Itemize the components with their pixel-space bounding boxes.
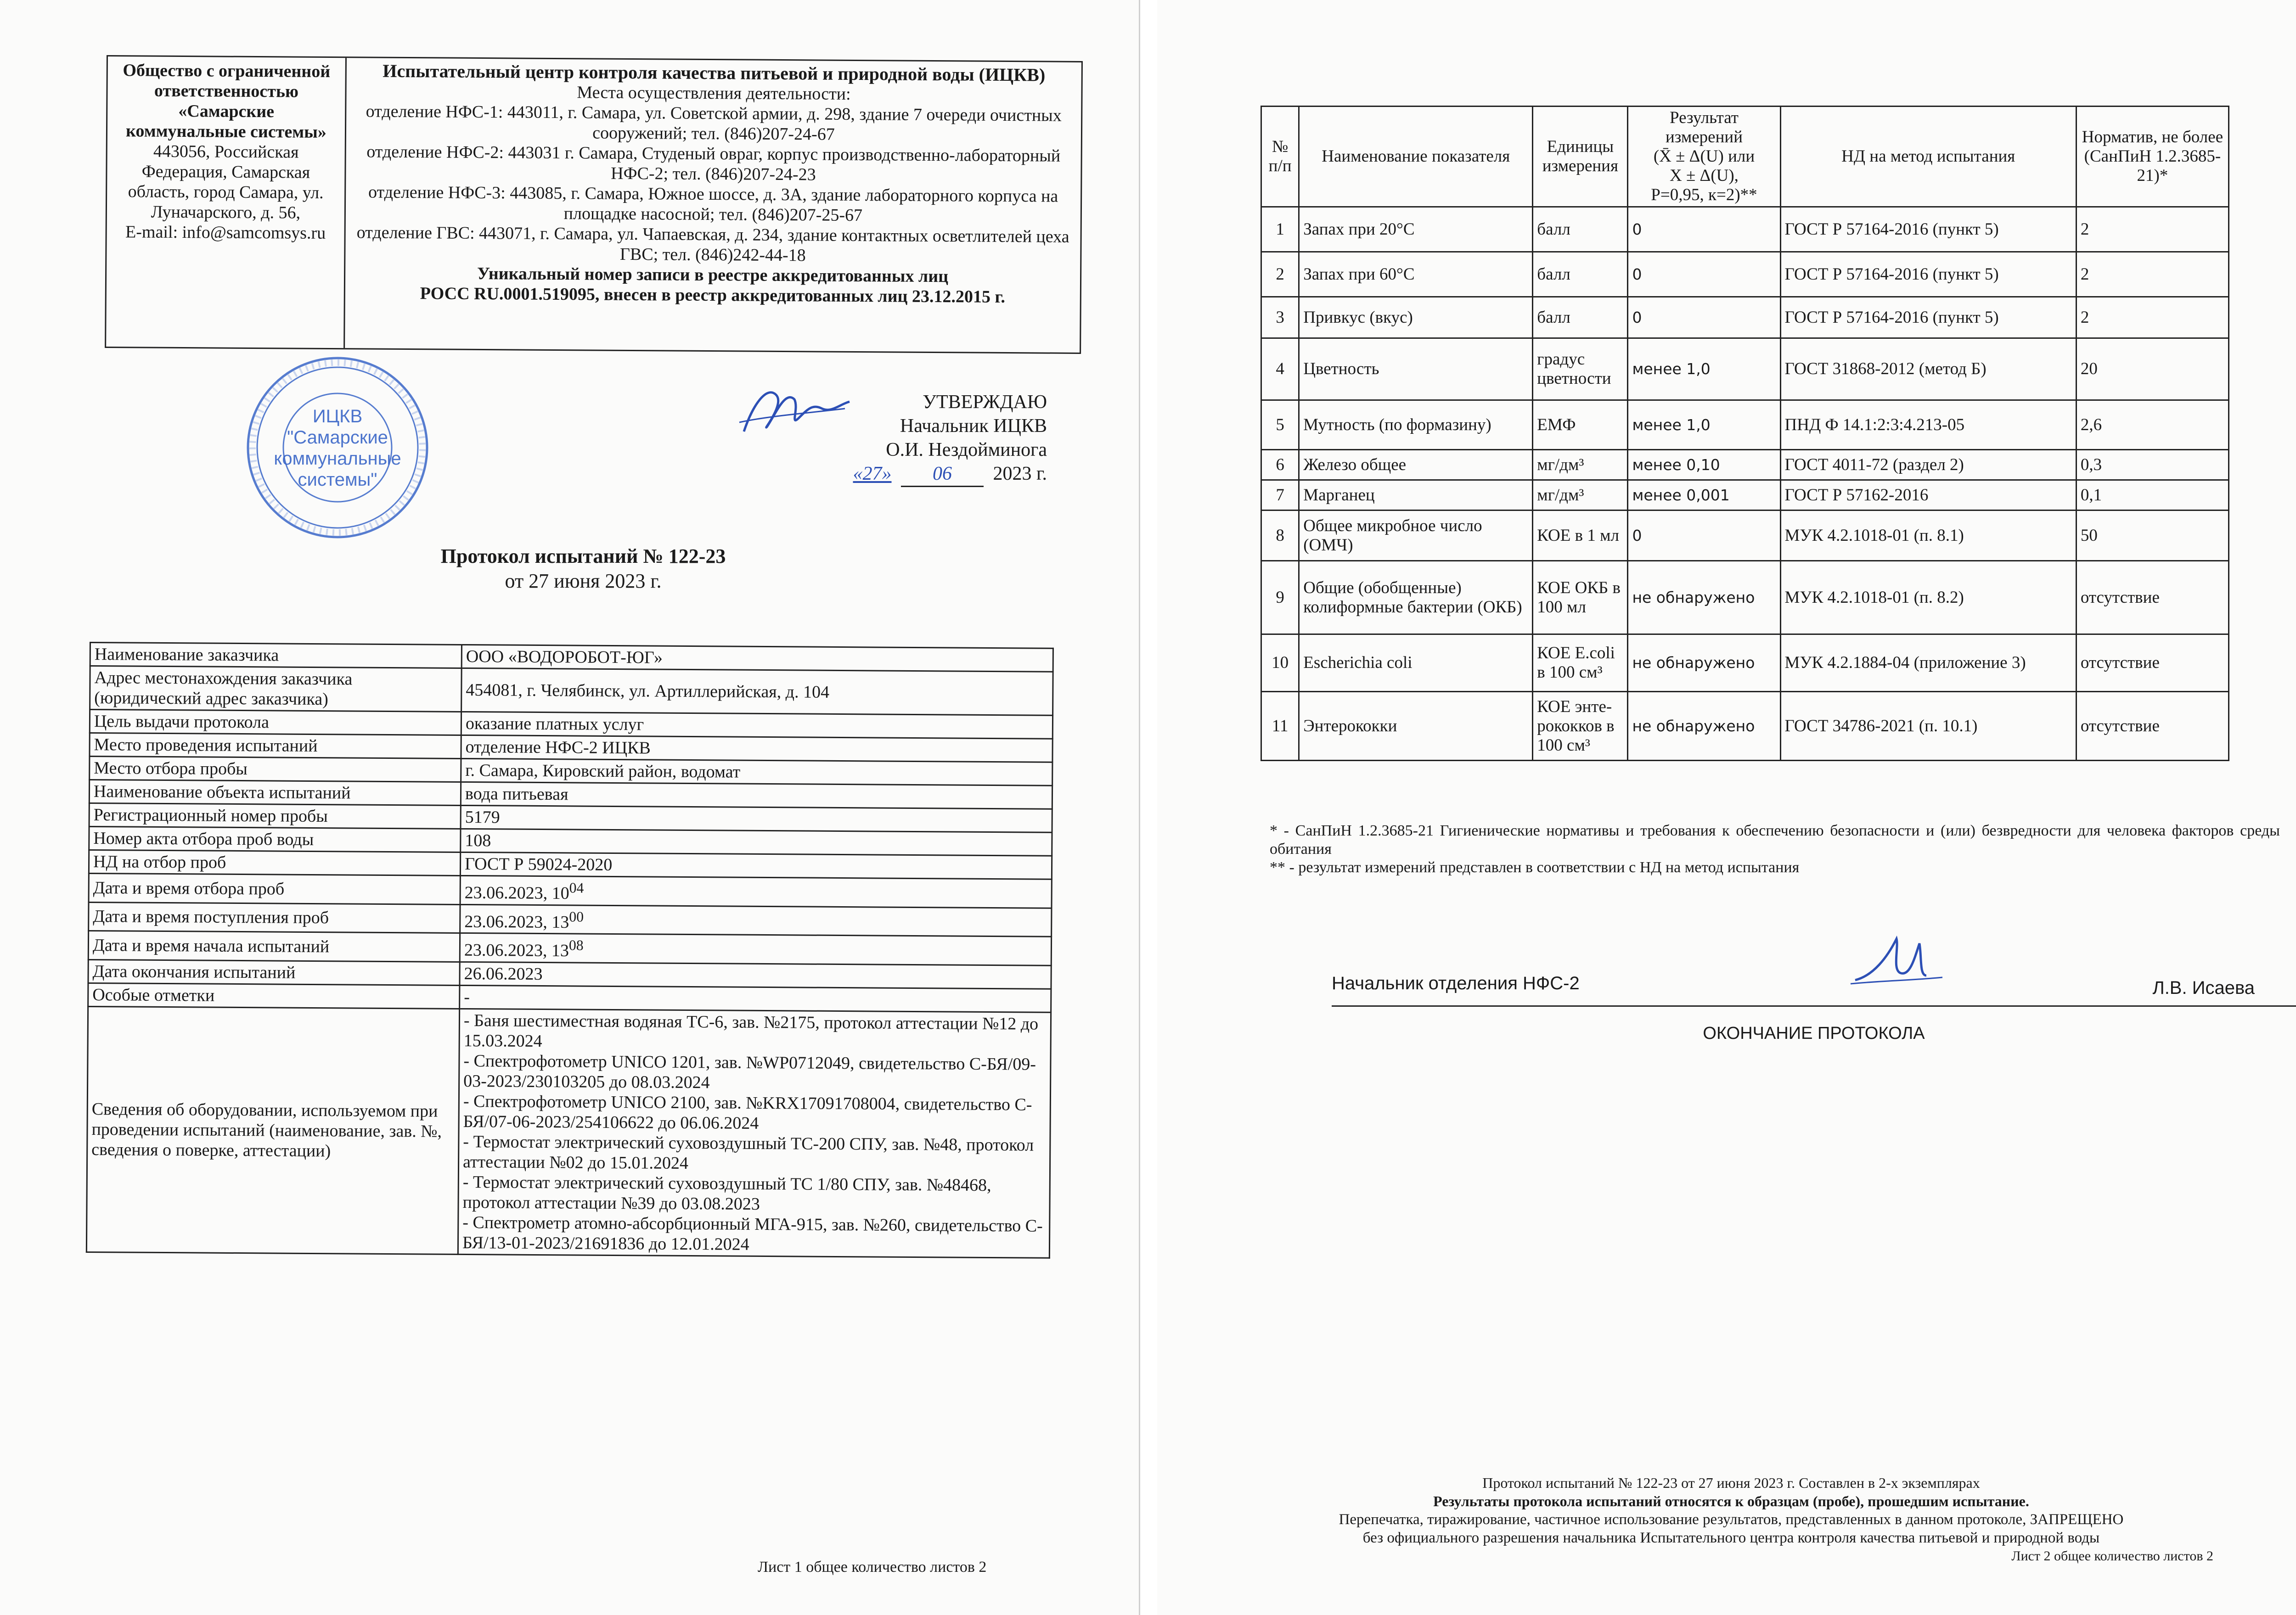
row-norm: 0,3	[2076, 450, 2228, 480]
info-value: отделение НФС-2 ИЦКВ	[461, 735, 1052, 762]
equipment-item: - Термостат электрический суховоздушный ТС-200 СПУ, зав. №48, протокол аттестации №02 до 15.01.2024	[462, 1132, 1034, 1173]
info-value: ООО «ВОДОРОБОТ-ЮГ»	[461, 645, 1053, 672]
row-num: 2	[1261, 252, 1299, 297]
row-unit: балл	[1533, 207, 1628, 252]
row-norm: отсутствие	[2076, 561, 2228, 634]
time-minutes: 00	[569, 908, 584, 925]
row-unit: мг/дм³	[1533, 450, 1628, 480]
info-key: Регистрационный номер пробы	[89, 803, 461, 829]
registry-line-2: РОСС RU.0001.519095, внесен в реестр аккредитованных лиц 23.12.2015 г.	[420, 284, 1006, 307]
equipment-item: - Термостат электрический суховоздушный ТС 1/80 СПУ, зав. №48468, протокол аттестации №39 до 03.08.2023	[462, 1172, 991, 1214]
registry-line-1: Уникальный номер записи в реестре аккредитованных лиц	[477, 264, 949, 286]
row-result: менее 0,001	[1628, 480, 1780, 510]
row-norm: 20	[2076, 338, 2228, 400]
row-num: 3	[1261, 297, 1299, 338]
footnote-1: * - СанПиН 1.2.3685-21 Гигиенические нормативы и требования к обеспечению безопасности и (или) безвредности для человека факторов среды обитания	[1270, 822, 2280, 858]
row-result: 0	[1628, 252, 1780, 297]
table-row	[1261, 207, 2229, 252]
row-method: ПНД Ф 14.1:2:3:4.213-05	[1780, 400, 2076, 450]
row-num: 4	[1261, 338, 1299, 400]
page-2-footer	[1249, 1474, 2213, 1565]
info-key: НД на отбор проб	[89, 850, 460, 876]
row-result: 0	[1628, 510, 1780, 561]
row-name: Запах при 20°С	[1299, 207, 1533, 252]
info-value: -	[460, 985, 1051, 1012]
row-norm: 2	[2076, 297, 2228, 338]
row-method: ГОСТ 34786-2021 (п. 10.1)	[1780, 692, 2076, 761]
col-result	[1628, 107, 1780, 207]
row-num: 7	[1261, 480, 1299, 510]
table-row	[1261, 692, 2229, 761]
info-value: г. Самара, Кировский район, водомат	[461, 758, 1052, 785]
info-value: 26.06.2023	[460, 962, 1051, 989]
table-row	[1261, 400, 2229, 450]
footer-line-2: Результаты протокола испытаний относятся к образцам (пробе), прошедшим испытание.	[1433, 1493, 2029, 1509]
row-num: 1	[1261, 207, 1299, 252]
row-norm: 50	[2076, 510, 2228, 561]
table-row	[1261, 450, 2229, 480]
table-row	[1261, 561, 2229, 634]
row-name: Энтерококки	[1299, 692, 1533, 761]
row-result: 0	[1628, 207, 1780, 252]
row-name: Запах при 60°С	[1299, 252, 1533, 297]
row-result: менее 1,0	[1628, 338, 1780, 400]
datetime-value: 23.06.2023, 10	[464, 883, 569, 903]
center-block	[345, 58, 1081, 353]
col-norm: Норматив, не более (СанПиН 1.2.3685-21)*	[2076, 107, 2228, 207]
row-method: ГОСТ Р 57162-2016	[1780, 480, 2076, 510]
row-num: 10	[1261, 634, 1299, 692]
col-num: № п/п	[1261, 107, 1299, 207]
approve-year: 2023 г.	[993, 463, 1047, 484]
row-unit: КОЕ энте-рококков в 100 см³	[1533, 692, 1628, 761]
info-key: Адрес местонахождения заказчика (юридический адрес заказчика)	[90, 666, 462, 712]
table-row	[1261, 297, 2229, 338]
info-key: Место отбора пробы	[90, 757, 461, 782]
equipment-label: Сведения об оборудовании, используемом при проведении испытаний (наименование, зав. №, сведения о поверке, аттестации)	[86, 1006, 459, 1254]
info-value	[460, 875, 1052, 908]
row-norm: отсутствие	[2076, 692, 2228, 761]
col-method: НД на метод испытания	[1780, 107, 2076, 207]
equipment-item: - Баня шестиместная водяная ТС-6, зав. №2175, протокол аттестации №12 до 15.03.2024	[463, 1010, 1039, 1051]
row-num: 8	[1261, 510, 1299, 561]
info-key: Дата окончания испытаний	[88, 959, 460, 985]
row-result: 0	[1628, 297, 1780, 338]
row-method: ГОСТ 31868-2012 (метод Б)	[1780, 338, 2076, 400]
equipment-list	[458, 1009, 1051, 1258]
footnote-2: ** - результат измерений представлен в соответствии с НД на метод испытания	[1270, 859, 1800, 876]
row-name: Общие (обобщенные) колиформные бактерии (ОКБ)	[1299, 561, 1533, 634]
approve-title: УТВЕРЖДАЮ	[923, 392, 1047, 413]
approve-day: «27»	[853, 463, 892, 484]
datetime-value: 23.06.2023, 13	[464, 940, 569, 961]
approve-name: О.И. Нездойминога	[886, 439, 1047, 460]
footer-line-4: без официального разрешения начальника Испытательного центра контроля качества питьевой и природной воды	[1362, 1530, 2100, 1546]
place-nfs1: отделение НФС-1: 443011, г. Самара, ул. Советской армии, д. 298, здание 7 очереди очистных сооружений; тел. (846)207-24-67	[366, 101, 1062, 144]
info-value	[460, 933, 1051, 966]
row-norm: 0,1	[2076, 480, 2228, 510]
sheet-number-2: Лист 2 общее количество листов 2	[2011, 1548, 2213, 1564]
signoff-position: Начальник отделения НФС-2	[1332, 973, 1580, 993]
time-minutes: 04	[569, 880, 584, 896]
equipment-item: - Спектрометр атомно-абсорбционный МГА-915, зав. №260, свидетельство С-БЯ/13-01-2023/21691836 до 12.01.2024	[462, 1212, 1043, 1254]
table-row	[1261, 510, 2229, 561]
info-value: 5179	[461, 805, 1052, 832]
info-key: Особые отметки	[88, 983, 460, 1009]
stamp-line-3: коммунальные	[274, 449, 401, 469]
place-nfs2: отделение НФС-2: 443031 г. Самара, Студеный овраг, корпус производственно-лабораторный НФС-2; тел. (846)207-24-23	[366, 142, 1061, 185]
equipment-row	[86, 1006, 1051, 1258]
info-key: Дата и время поступления проб	[89, 902, 460, 933]
row-method: ГОСТ Р 57164-2016 (пункт 5)	[1780, 297, 2076, 338]
equipment-item: - Спектрофотометр UNICO 2100, зав. №KRX17091708004, свидетельство С-БЯ/07-06-2023/254106622 до 06.06.2024	[463, 1091, 1032, 1133]
row-unit: балл	[1533, 297, 1628, 338]
results-header-row	[1261, 107, 2229, 207]
table-row	[90, 666, 1053, 716]
stamp-line-2: "Самарские	[287, 427, 388, 448]
signoff-line	[1332, 964, 2296, 1007]
info-value: 108	[461, 829, 1052, 856]
row-unit: КОЕ E.coli в 100 см³	[1533, 634, 1628, 692]
col-unit: Единицы измерения	[1533, 107, 1628, 207]
row-name: Цветность	[1299, 338, 1533, 400]
row-num: 9	[1261, 561, 1299, 634]
results-table	[1261, 106, 2229, 761]
org-address: 443056, Российская Федерация, Самарская область, город Самара, ул. Луначарского, д. 56, E-mail: info@samcomsys.ru	[125, 141, 326, 243]
row-norm: 2,6	[2076, 400, 2228, 450]
row-unit: балл	[1533, 252, 1628, 297]
info-key: Место проведения испытаний	[90, 733, 461, 759]
approve-position: Начальник ИЦКВ	[900, 415, 1047, 437]
row-method: МУК 4.2.1018-01 (п. 8.1)	[1780, 510, 2076, 561]
table-row	[1261, 252, 2229, 297]
row-name: Марганец	[1299, 480, 1533, 510]
row-result: менее 0,10	[1628, 450, 1780, 480]
org-block	[106, 56, 347, 348]
info-value: ГОСТ Р 59024-2020	[460, 852, 1052, 879]
info-value: оказание платных услуг	[461, 712, 1052, 739]
table-row	[1261, 480, 2229, 510]
datetime-value: 23.06.2023, 13	[464, 912, 569, 932]
info-key: Номер акта отбора проб воды	[89, 827, 461, 852]
row-unit: градус цветности	[1533, 338, 1628, 400]
row-unit: КОЕ ОКБ в 100 мл	[1533, 561, 1628, 634]
info-key: Дата и время отбора проб	[89, 873, 460, 904]
row-result: не обнаружено	[1628, 692, 1780, 761]
info-key: Дата и время начала испытаний	[88, 931, 460, 962]
protocol-title: Протокол испытаний № 122-23	[440, 545, 726, 567]
center-title: Испытательный центр контроля качества питьевой и природной воды (ИЦКВ)	[383, 60, 1046, 85]
protocol-date: от 27 июня 2023 г.	[505, 570, 662, 592]
result-header-l1: Результат измерений	[1665, 108, 1743, 146]
info-value: вода питьевая	[461, 782, 1052, 809]
footnotes	[1270, 822, 2280, 877]
row-method: ГОСТ Р 57164-2016 (пункт 5)	[1780, 252, 2076, 297]
place-nfs3: отделение НФС-3: 443085, г. Самара, Южное шоссе, д. 3А, здание лабораторного корпуса на площадке насосной; тел. (846)207-25-67	[368, 182, 1058, 225]
info-value	[460, 904, 1052, 937]
round-stamp	[181, 353, 503, 546]
page-2	[1157, 0, 2296, 1615]
row-unit: ЕМФ	[1533, 400, 1628, 450]
place-gvs: отделение ГВС: 443071, г. Самара, ул. Чапаевская, д. 234, здание контактных осветлителей цеха ГВС; тел. (846)242-44-18	[356, 223, 1069, 265]
row-method: МУК 4.2.1018-01 (п. 8.2)	[1780, 561, 2076, 634]
info-key: Наименование заказчика	[90, 643, 461, 668]
places-title: Места осуществления деятельности:	[577, 83, 851, 104]
row-norm: отсутствие	[2076, 634, 2228, 692]
info-key: Наименование объекта испытаний	[89, 780, 461, 806]
row-num: 6	[1261, 450, 1299, 480]
approve-month: 06	[901, 462, 984, 487]
letterhead	[105, 55, 1083, 354]
row-result: менее 1,0	[1628, 400, 1780, 450]
result-header-l3: X ± Δ(U),	[1670, 166, 1739, 185]
stamp-line-1: ИЦКВ	[312, 406, 363, 426]
stamp-line-4: системы"	[298, 470, 377, 490]
row-method: МУК 4.2.1884-04 (приложение 3)	[1780, 634, 2076, 692]
row-name: Привкус (вкус)	[1299, 297, 1533, 338]
table-row	[1261, 634, 2229, 692]
signoff-name: Л.В. Исаева	[2152, 978, 2255, 998]
page-1	[0, 0, 1140, 1615]
row-unit: КОЕ в 1 мл	[1533, 510, 1628, 561]
row-method: ГОСТ Р 57164-2016 (пункт 5)	[1780, 207, 2076, 252]
row-unit: мг/дм³	[1533, 480, 1628, 510]
footer-line-1: Протокол испытаний № 122-23 от 27 июня 2023 г. Составлен в 2-х экземплярах	[1482, 1475, 1980, 1491]
row-num: 11	[1261, 692, 1299, 761]
row-name: Железо общее	[1299, 450, 1533, 480]
info-value: 454081, г. Челябинск, ул. Артиллерийская, д. 104	[461, 668, 1053, 715]
sample-info-table	[86, 642, 1054, 1259]
table-row	[1261, 338, 2229, 400]
time-minutes: 08	[568, 937, 584, 953]
result-header-l2: (X̄ ± Δ(U) или	[1653, 147, 1755, 166]
approve-date	[707, 462, 1047, 487]
equipment-item: - Спектрофотометр UNICO 1201, зав. №WP0712049, свидетельство С-БЯ/09-03-2023/230103205 до 08.03.2024	[463, 1051, 1036, 1093]
protocol-end: ОКОНЧАНИЕ ПРОТОКОЛА	[1703, 1024, 1925, 1043]
protocol-heading	[285, 544, 882, 594]
info-key: Цель выдачи протокола	[90, 710, 461, 735]
result-header-l4: P=0,95, к=2)**	[1651, 185, 1757, 204]
approval-block	[707, 390, 1047, 487]
col-name: Наименование показателя	[1299, 107, 1533, 207]
sheet-number-1: Лист 1 общее количество листов 2	[758, 1559, 987, 1576]
row-num: 5	[1261, 400, 1299, 450]
row-result: не обнаружено	[1628, 561, 1780, 634]
row-name: Мутность (по формазину)	[1299, 400, 1533, 450]
footer-line-3: Перепечатка, тиражирование, частичное использование результатов, представленных в данном протоколе, ЗАПРЕЩЕНО	[1339, 1511, 2124, 1528]
org-name: Общество с ограниченной ответственностью «Самарские коммунальные системы»	[123, 61, 331, 142]
row-norm: 2	[2076, 252, 2228, 297]
row-name: Общее микробное число (ОМЧ)	[1299, 510, 1533, 561]
row-method: ГОСТ 4011-72 (раздел 2)	[1780, 450, 2076, 480]
row-result: не обнаружено	[1628, 634, 1780, 692]
row-name: Escherichia coli	[1299, 634, 1533, 692]
row-norm: 2	[2076, 207, 2228, 252]
